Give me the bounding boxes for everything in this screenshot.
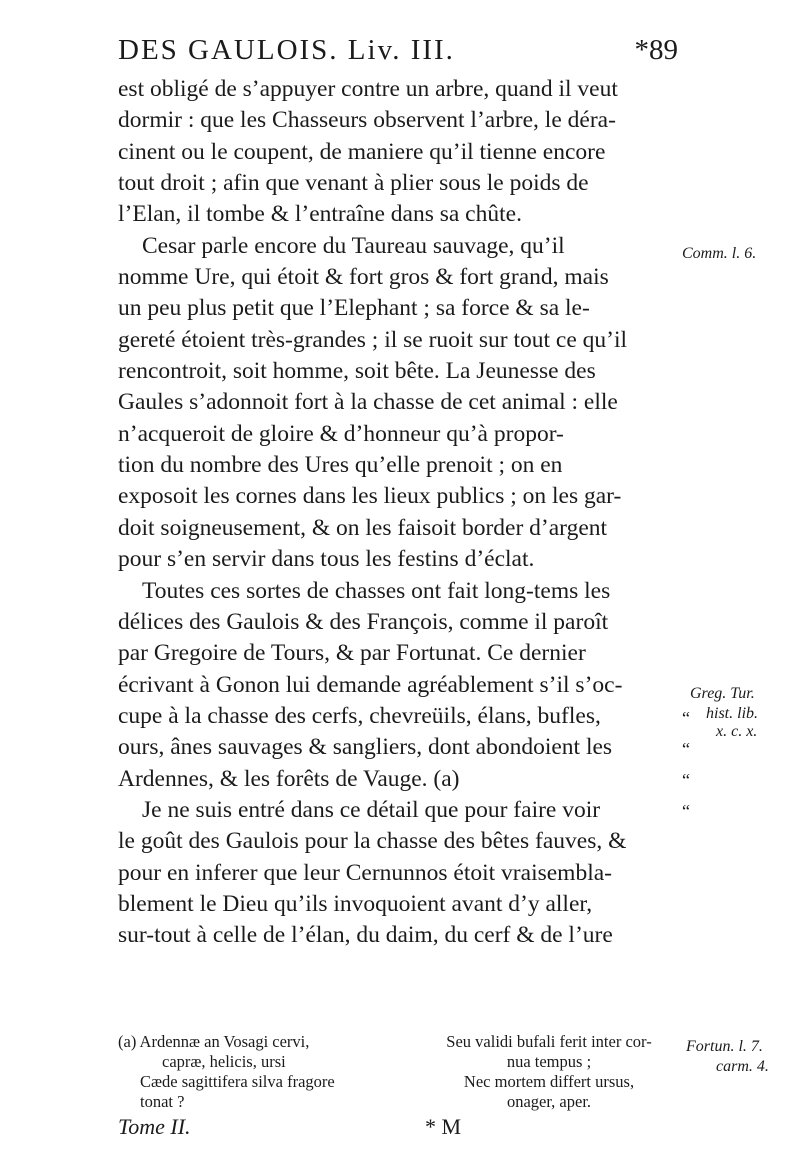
text-line: pour s’en servir dans tous les festins d’éclat.: [118, 546, 535, 573]
running-title: DES GAULOIS. Liv. III.: [118, 34, 455, 66]
footnote-line: (a) Ardennæ an Vosagi cervi,: [118, 1032, 310, 1051]
paragraph-start-line: Je ne suis entré dans ce détail que pour faire voir: [142, 796, 601, 823]
text-line: n’acqueroit de gloire & d’honneur qu’à propor-: [118, 420, 564, 447]
text-line: dormir : que les Chasseurs observent l’arbre, le déra-: [118, 107, 616, 134]
text-line: cinent ou le coupent, de maniere qu’il tienne encore: [118, 138, 606, 165]
main-text: [118, 74, 678, 952]
text-line: écrivant à Gonon lui demande agréablement s’il s’oc-: [118, 671, 623, 698]
page-number: *89: [634, 34, 678, 66]
footnote-line: Nec mortem differt ursus,: [463, 1072, 635, 1091]
text-line: le goût des Gaulois pour la chasse des bêtes fauves, &: [118, 828, 627, 855]
text-line: cupe à la chasse des cerfs, chevreüils, élans, bufles,: [118, 702, 601, 729]
footnote-line: onager, aper.: [506, 1092, 592, 1111]
signature-mark: * M: [425, 1114, 462, 1139]
text-line: blement le Dieu qu’ils invoquoient avant d’y aller,: [118, 890, 593, 917]
text-line: pour en inferer que leur Cernunnos étoit vraisembla-: [118, 859, 612, 886]
margin-note-greg-1: Greg. Tur.: [690, 685, 755, 702]
footnote-right-column: [418, 1032, 680, 1112]
text-line: est obligé de s’appuyer contre un arbre, quand il veut: [118, 76, 618, 102]
text-line: rencontroit, soit homme, soit bête. La Jeunesse des: [118, 358, 596, 385]
text-line: un peu plus petit que l’Elephant ; sa force & sa le-: [118, 295, 590, 322]
quote-mark: “: [682, 708, 690, 728]
text-line: Gaules s’adonnoit fort à la chasse de cet animal : elle: [118, 389, 618, 416]
footnote-left-column: [118, 1032, 418, 1112]
margin-note-greg-2: hist. lib.: [706, 705, 759, 722]
footnote-line: capræ, helicis, ursi: [162, 1052, 286, 1071]
text-line: ours, ânes sauvages & sangliers, dont abondoient les: [118, 734, 613, 761]
paragraph-start-line: Toutes ces sortes de chasses ont fait long-tems les: [142, 577, 611, 604]
margin-note-fortun-2: carm. 4.: [716, 1058, 769, 1075]
text-line: tion du nombre des Ures qu’elle prenoit ; on en: [118, 452, 563, 479]
text-line: gereté étoient très-grandes ; il se ruoit sur tout ce qu’il: [118, 326, 628, 353]
text-line: Ardennes, & les forêts de Vauge. (a): [118, 765, 460, 792]
page-footer: [118, 1114, 678, 1142]
quote-mark: “: [682, 770, 690, 790]
margin-note-greg-3: x. c. x.: [716, 723, 758, 740]
text-line: exposoit les cornes dans les lieux publics ; on les gar-: [118, 483, 622, 510]
text-line: sur-tout à celle de l’élan, du daim, du cerf & de l’ure: [118, 922, 613, 949]
text-line: l’Elan, il tombe & l’entraîne dans sa chûte.: [118, 201, 522, 228]
text-line: tout droit ; afin que venant à plier sous le poids de: [118, 170, 589, 197]
text-line: délices des Gaulois & des François, comme il paroît: [118, 608, 609, 635]
quote-mark: “: [682, 739, 690, 759]
text-line: doit soigneusement, & on les faisoit border d’argent: [118, 514, 608, 541]
footnote-margin-note: [686, 1037, 796, 1077]
margin-note-fortun-1: Fortun. l. 7.: [686, 1038, 763, 1055]
text-line: par Gregoire de Tours, & par Fortunat. Ce dernier: [118, 640, 586, 667]
quote-mark: “: [682, 801, 690, 821]
page-header: [118, 34, 678, 70]
margin-note-comm: Comm. l. 6.: [682, 245, 757, 262]
footnote-line: tonat ?: [140, 1092, 185, 1111]
footnote-line: Seu validi bufali ferit inter cor-: [446, 1032, 652, 1051]
paragraph-start-line: Cesar parle encore du Taureau sauvage, qu’il: [142, 232, 565, 259]
text-line: nomme Ure, qui étoit & fort gros & fort grand, mais: [118, 264, 609, 291]
footnote-line: nua tempus ;: [506, 1052, 592, 1071]
tome-label: Tome II.: [118, 1114, 191, 1139]
footnote-line: Cæde sagittifera silva fragore: [140, 1072, 335, 1091]
